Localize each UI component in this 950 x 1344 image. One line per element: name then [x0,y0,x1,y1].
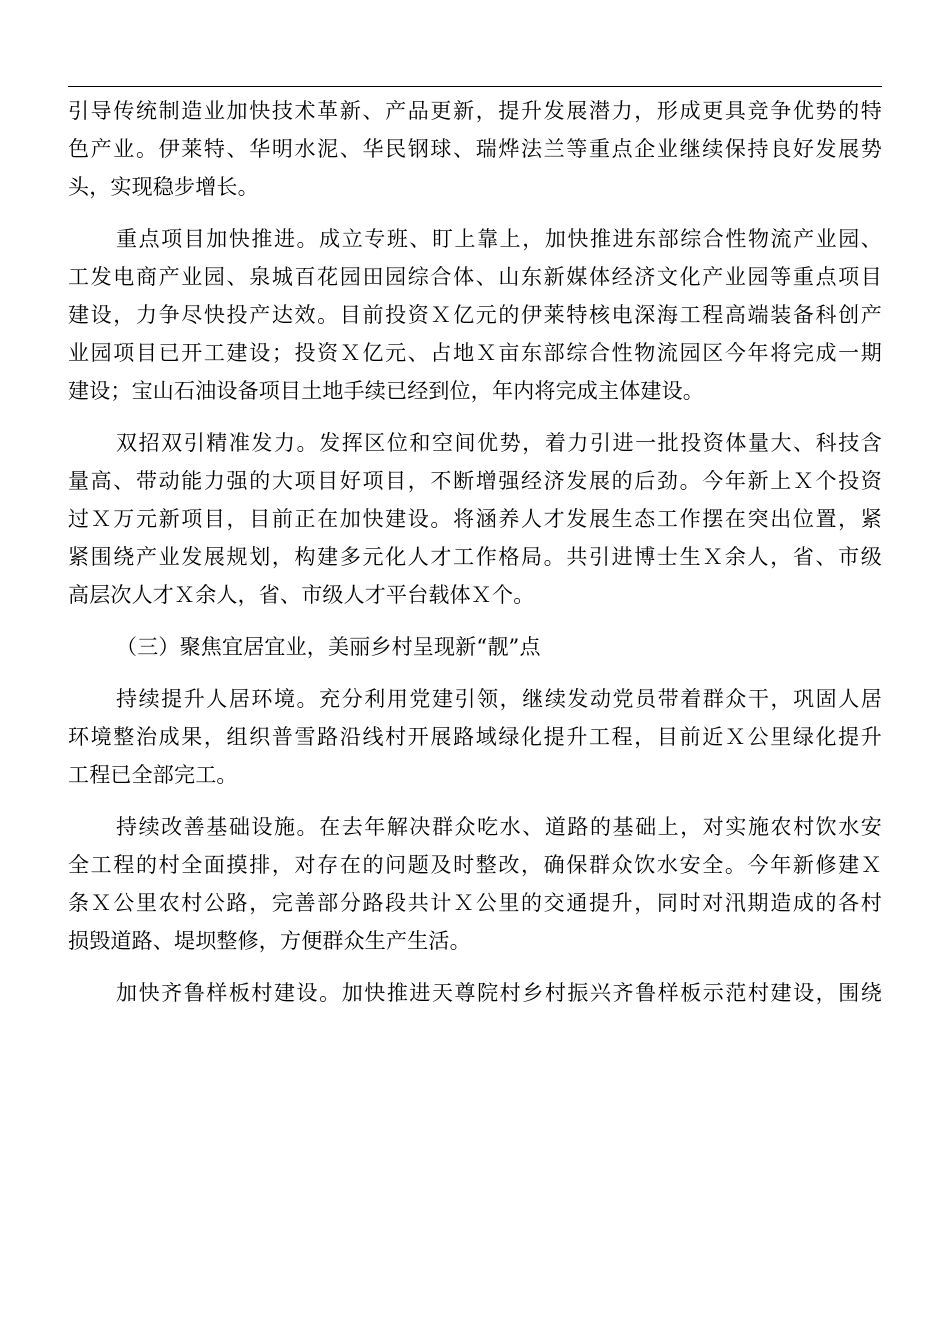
text-line: 量高、带动能力强的大项目好项目，不断增强经济发展的后劲。今年新上Ｘ个投资 [68,469,882,493]
text-line: 全工程的村全面摸排，对存在的问题及时整改，确保群众饮水安全。今年新修建Ｘ [68,853,882,877]
paragraph [68,424,882,614]
section-heading-text: （三）聚焦宜居宜业，美丽乡村呈现新“靓”点 [116,635,541,659]
section-heading [68,628,882,666]
paragraph [68,974,882,1012]
text-line: 头，实现稳步增长。 [68,175,259,199]
paragraph [68,680,882,794]
text-line: 加快齐鲁样板村建设。加快推进天尊院村乡村振兴齐鲁样板示范村建设，围绕 [116,981,882,1005]
text-line: 损毁道路、堤坝整修，方便群众生产生活。 [68,929,471,953]
text-line: 高层次人才Ｘ余人，省、市级人才平台载体Ｘ个。 [68,583,535,607]
text-line: 建设，力争尽快投产达效。目前投资Ｘ亿元的伊莱特核电深海工程高端装备科创产 [68,303,882,327]
text-line: 环境整治成果，组织普雪路沿线村开展路域绿化提升工程，目前近Ｘ公里绿化提升 [68,725,882,749]
text-line: 工程已全部完工。 [68,763,238,787]
text-line: 过Ｘ万元新项目，目前正在加快建设。将涵养人才发展生态工作摆在突出位置，紧 [68,507,882,531]
text-line: 建设；宝山石油设备项目土地手续已经到位，年内将完成主体建设。 [68,379,704,403]
paragraph [68,220,882,410]
text-line: 紧围绕产业发展规划，构建多元化人才工作格局。共引进博士生Ｘ余人，省、市级 [68,545,882,569]
text-line: 持续改善基础设施。在去年解决群众吃水、道路的基础上，对实施农村饮水安 [116,815,882,839]
header-rule [68,86,882,87]
text-line: 色产业。伊莱特、华明水泥、华民钢球、瑞烨法兰等重点企业继续保持良好发展势 [68,137,882,161]
text-line: 重点项目加快推进。成立专班、盯上靠上，加快推进东部综合性物流产业园、 [116,227,882,251]
paragraph [68,808,882,960]
text-line: 工发电商产业园、泉城百花园田园综合体、山东新媒体经济文化产业园等重点项目 [68,265,882,289]
text-line: 双招双引精准发力。发挥区位和空间优势，着力引进一批投资体量大、科技含 [116,431,882,455]
text-line: 业园项目已开工建设；投资Ｘ亿元、占地Ｘ亩东部综合性物流园区今年将完成一期 [68,341,882,365]
text-line: 持续提升人居环境。充分利用党建引领，继续发动党员带着群众干，巩固人居 [116,687,882,711]
document-body [68,92,882,1012]
paragraph [68,92,882,206]
text-line: 条Ｘ公里农村公路，完善部分路段共计Ｘ公里的交通提升，同时对汛期造成的各村 [68,891,882,915]
text-line: 引导传统制造业加快技术革新、产品更新，提升发展潜力，形成更具竞争优势的特 [68,99,882,123]
